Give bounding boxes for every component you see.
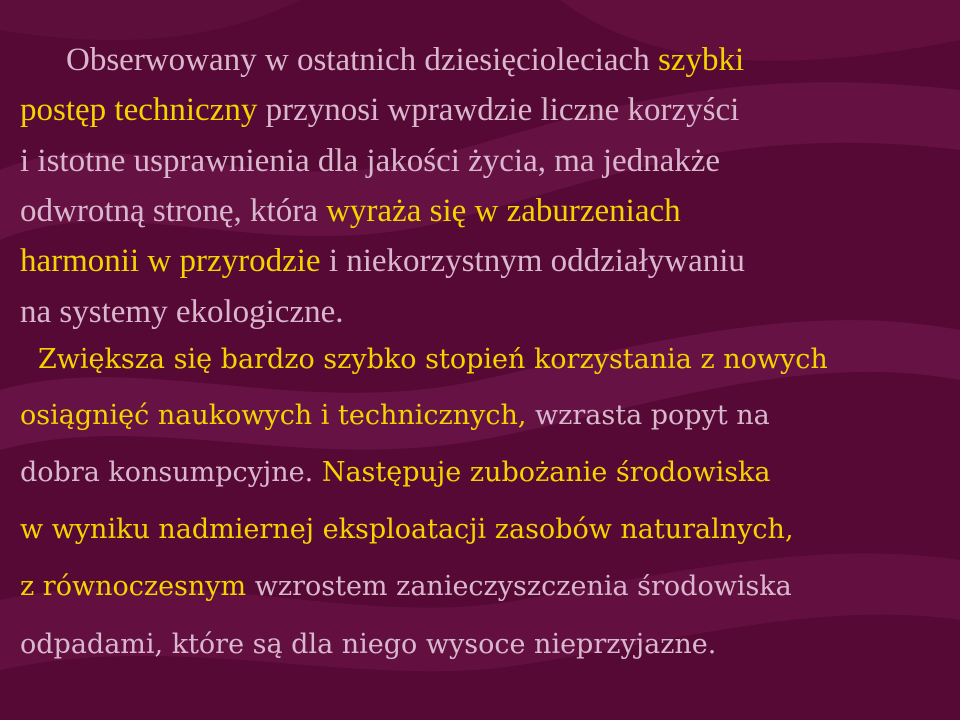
text-line	[20, 294, 344, 330]
body-text: odpadami, które są dla niego wysoce nieprzyjazne.	[20, 629, 717, 660]
text-line	[20, 193, 681, 229]
text-line	[20, 569, 792, 605]
body-text: na systemy ekologiczne.	[20, 294, 344, 330]
highlighted-text: harmonii w przyrodzie	[20, 243, 321, 279]
body-text: Obserwowany w ostatnich dziesięcioleciach	[66, 42, 658, 78]
body-text: wzrostem zanieczyszczenia środowiska	[246, 571, 792, 602]
body-text: dobra konsumpcyjne.	[20, 457, 322, 488]
body-text: wzrasta popyt na	[526, 400, 770, 431]
text-line	[38, 342, 828, 378]
body-text: i istotne usprawnienia dla jakości życia, ma jednakże	[20, 143, 721, 179]
text-line	[20, 143, 720, 179]
text-line	[20, 627, 716, 663]
text-line	[20, 398, 770, 434]
text-line	[20, 512, 794, 548]
text-line	[20, 455, 771, 491]
text-line	[20, 243, 745, 279]
body-text: odwrotną stronę, która	[20, 193, 327, 229]
highlighted-text: w wyniku nadmiernej eksploatacji zasobów naturalnych,	[20, 514, 794, 545]
text-line	[66, 42, 744, 78]
highlighted-text: postęp techniczny	[20, 92, 258, 128]
highlighted-text: osiągnięć naukowych i technicznych,	[20, 400, 527, 431]
body-text: i niekorzystnym oddziaływaniu	[320, 243, 745, 279]
highlighted-text: z równoczesnym	[20, 571, 247, 602]
highlighted-text: szybki	[657, 42, 745, 78]
body-text: przynosi wprawdzie liczne korzyści	[257, 92, 740, 128]
highlighted-text: wyraża się w zaburzeniach	[326, 193, 681, 229]
text-line	[20, 92, 739, 128]
highlighted-text: Zwiększa się bardzo szybko stopień korzystania z nowych	[38, 344, 828, 375]
highlighted-text: Następuje zubożanie środowiska	[321, 457, 771, 488]
